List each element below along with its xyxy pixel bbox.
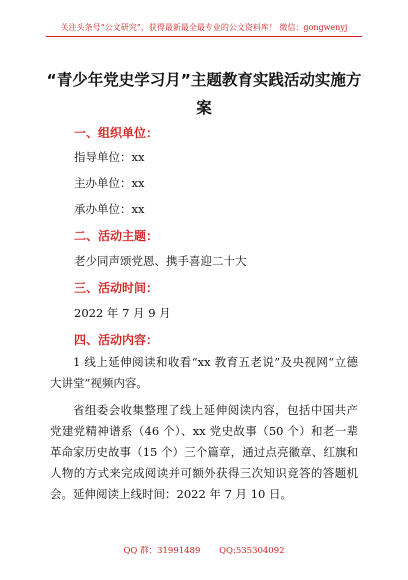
footer-contact [0,544,408,556]
undertake-unit: 承办单位：xx [74,202,145,216]
content-paragraph-2: 省组委会收集整理了线上延伸阅读内容，包括中国共产党建党精神谱系（46 个）、xx 党史故事（50 个）和老一辈革命家历史故事（15 个）三个篇章，通过点亮徽章、红旗和人物的方式来完成阅读并可额外获得三次知识竞答的答题机会。延伸阅读上线时间：2022 年 7 月 10 日。 [50,403,358,501]
theme-text: 老少同声颂党恩、携手喜迎二十大 [74,254,247,268]
header-divider [46,36,362,37]
guide-unit: 指导单位：xx [74,150,145,164]
content-paragraph-1: 1 线上延伸阅读和收看“xx 教育五老说”及央视网“立德大讲堂”视频内容。 [50,355,358,390]
activity-date: 2022 年 7 月 9 月 [74,306,171,320]
section-heading-time: 三、活动时间： [74,281,159,295]
section-heading-organizers: 一、组织单位： [74,126,159,140]
section-heading-content: 四、活动内容： [74,333,159,347]
host-unit: 主办单位：xx [74,176,145,190]
footer-qq: QQ:535304092 [219,546,285,556]
document-title: “青少年党史学习月”主题教育实践活动实施方案 [46,71,362,117]
footer-qq-group: QQ 群：31991489 [123,546,201,556]
section-heading-theme: 二、活动主题： [74,229,159,243]
header-banner: 关注头条号“公文研究”，获得最新最全最专业的公文资料库！ 微信：gongwenyj [60,23,348,32]
